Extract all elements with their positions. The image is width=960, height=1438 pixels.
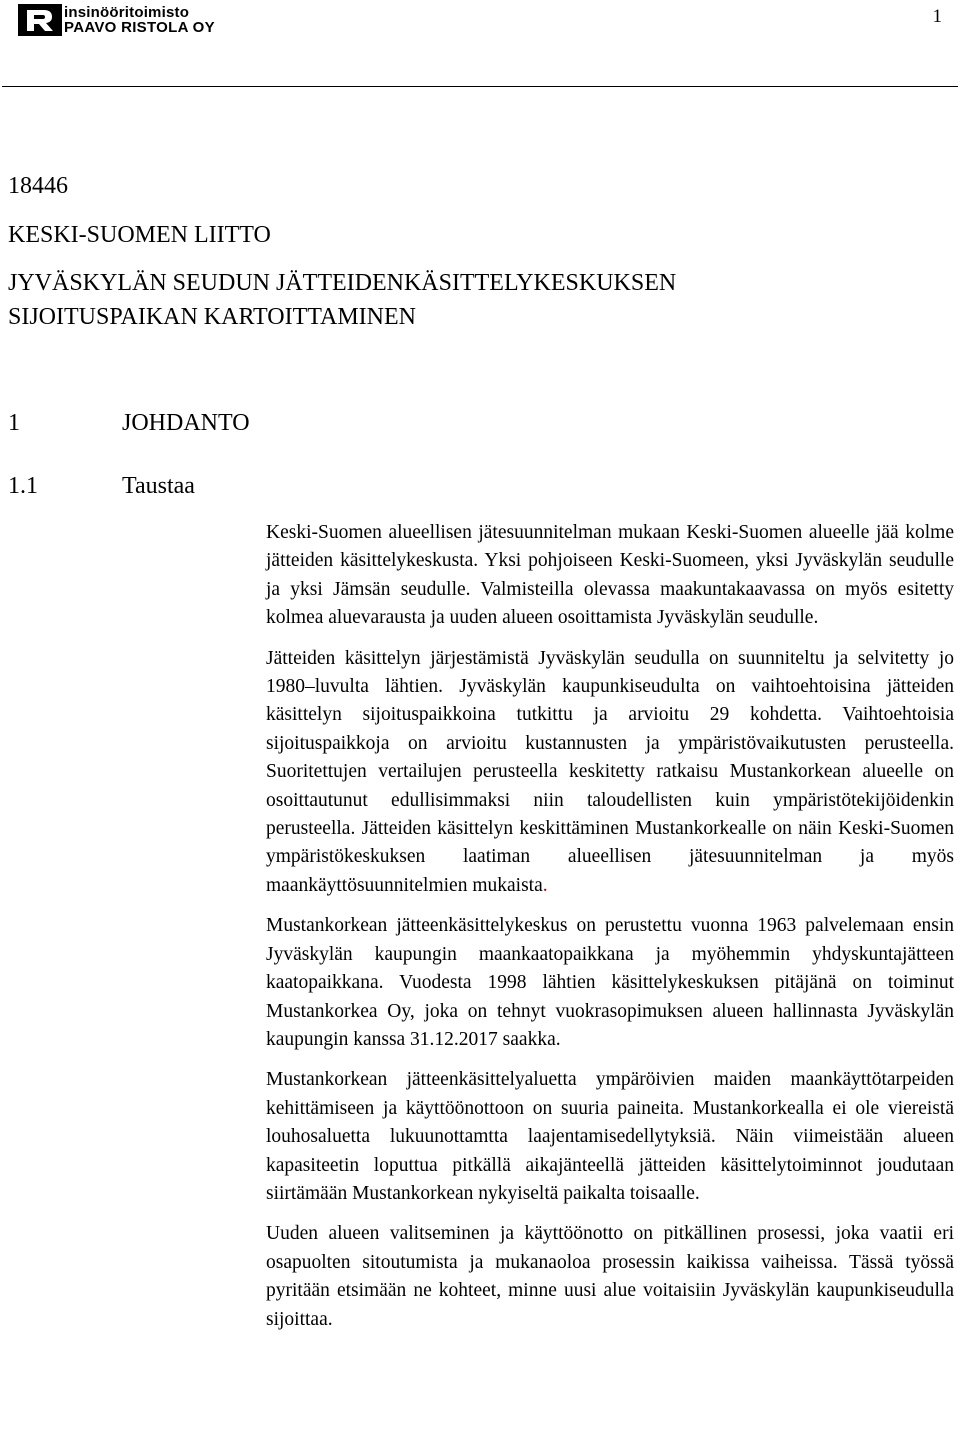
company-logo [18,4,215,36]
header-divider [2,86,958,87]
document-title-line2: SIJOITUSPAIKAN KARTOITTAMINEN [8,304,416,330]
body-text [266,519,954,1346]
paragraph-1: Keski-Suomen alueellisen jätesuunnitelman mukaan Keski-Suomen alueelle jää kolme jätteiden käsittelykeskusta. Yksi pohjoiseen Keski-Suomeen, yksi Jyväskylän seudulle ja yksi Jämsän seudulle. Valmisteilla olevassa maakuntakaavassa on myös esitetty kolmea aluevarausta ja uuden alueen osoittamista Jyväskylän seudulle. [266,522,954,629]
organization-name: KESKI-SUOMEN LIITTO [8,222,271,248]
paragraph-2-text: Jätteiden käsittelyn järjestämistä Jyväskylän seudulla on suunniteltu ja selvitetty jo 1980–luvulta lähtien. Jyväskylän kaupunkiseudulta on vaihtoehtoisina jätteiden käsittelyn sijoituspaikkoina tutkittu ja arvioitu 29 kohdetta. Vaihtoehtoisia sijoituspaikkoja on arvioitu kustannusten ja ympäristövaikutusten perusteella. Suoritettujen vertailujen perusteella keskitetty ratkaisu Mustankorkean alueelle on osoittautunut edullisimmaksi niin taloudellisten kuin ympäristötekijöidenkin perusteella. Jätteiden käsittelyn keskittäminen Mustankorkealle on näin Keski-Suomen ympäristökeskuksen laatiman alueellisen jätesuunnitelman ja myös maankäyttösuunnitelmien mukaista [266,647,954,896]
subsection-number: 1.1 [8,473,38,499]
paragraph-5: Uuden alueen valitseminen ja käyttöönotto on pitkällinen prosessi, joka vaatii eri osapuolten sitoutumista ja mukanaoloa prosessin kaikissa vaiheissa. Tässä työssä pyritään etsimään ne kohteet, minne uusi alue voitaisiin Jyväskylän kaupunkiseudulla sijoittaa. [266,1223,954,1330]
subsection-title: Taustaa [122,473,195,499]
paragraph-3: Mustankorkean jätteenkäsittelykeskus on perustettu vuonna 1963 palvelemaan ensin Jyväskylän kaupungin maankaatopaikkana ja myöhemmin yhdyskuntajätteen kaatopaikkana. Vuodesta 1998 lähtien käsittelykeskuksen pitäjänä on toiminut Mustankorkea Oy, joka on tehnyt vuokrasopimuksen alueen hallinnasta Jyväskylän kaupungin kanssa 31.12.2017 saakka. [266,915,954,1050]
page-number: 1 [932,6,942,27]
r-logo-icon [18,4,62,36]
document-id: 18446 [8,173,68,199]
page-header [0,0,960,87]
section-number: 1 [8,410,20,436]
section-title: JOHDANTO [122,410,250,436]
paragraph-2-end: . [542,874,548,896]
section-heading-johdanto [8,410,250,437]
logo-line2: PAAVO RISTOLA OY [64,19,215,36]
paragraph-2 [266,645,954,901]
logo-line1: insinööritoimisto [64,4,190,21]
document-title-line1: JYVÄSKYLÄN SEUDUN JÄTTEIDENKÄSITTELYKESKUKSEN [8,270,677,296]
subsection-heading-taustaa [8,473,195,500]
paragraph-4: Mustankorkean jätteenkäsittelyaluetta ympäröivien maiden maankäyttötarpeiden kehittämiseen ja käyttöönottoon on suuria paineita. Mustankorkealla ei ole viereistä louhosaluetta lukuunottamtta laajentamisedellytyksiä. Näin viimeistään alueen kapasiteetin loputtua pitkällä aikajänteellä jätteiden käsittelytoiminnot joudutaan siirtämään Mustankorkean nykyiseltä paikalta toisaalle. [266,1069,954,1204]
